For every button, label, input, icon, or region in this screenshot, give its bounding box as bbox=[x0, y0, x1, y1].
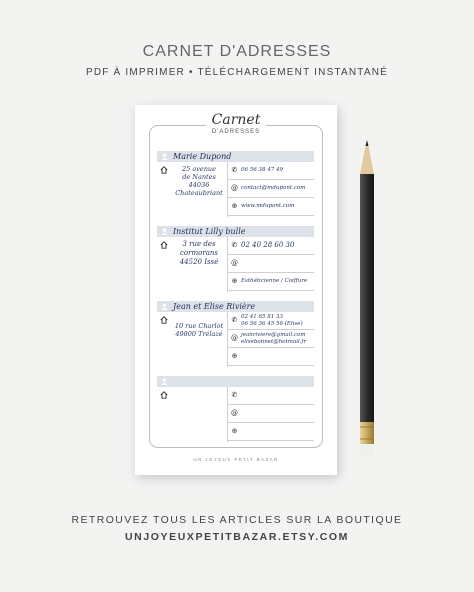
contact-address: 3 rue des cormorans 44520 Issé bbox=[179, 240, 219, 266]
card-body bbox=[157, 387, 314, 442]
sheet-title bbox=[135, 109, 337, 135]
web-row: ⊕ www.mdupont.com bbox=[227, 198, 314, 216]
contact-card bbox=[157, 226, 314, 292]
home-icon bbox=[160, 391, 168, 399]
at-icon: @ bbox=[231, 259, 238, 267]
contact-name: Marie Dupond bbox=[173, 152, 232, 161]
web-row bbox=[227, 348, 314, 366]
footer-line-1: RETROUVEZ TOUS LES ARTICLES SUR LA BOUTIQUE bbox=[71, 514, 403, 526]
contact-card-empty bbox=[157, 376, 314, 442]
phone-icon: ✆ bbox=[231, 166, 238, 174]
name-bar bbox=[157, 376, 314, 387]
home-icon bbox=[160, 316, 168, 324]
phone-row: ✆ 02 41 65 81 33 06 56 36 45 56 (Elise) bbox=[227, 312, 314, 330]
email-row: @ contact@mdupont.com bbox=[227, 180, 314, 198]
contact-card bbox=[157, 301, 314, 367]
phone-row bbox=[227, 387, 314, 405]
email-row bbox=[227, 405, 314, 423]
contact-card bbox=[157, 151, 314, 217]
contact-address: 10 rue Charlot 49800 Trélazé bbox=[174, 322, 224, 338]
person-icon bbox=[161, 228, 168, 235]
name-bar bbox=[157, 151, 314, 162]
email-row: @ jeanriviere@gmail.com elisebonnet@hotmail.fr bbox=[227, 330, 314, 348]
phone-icon: ✆ bbox=[231, 391, 238, 399]
plus-circle-icon: ⊕ bbox=[231, 202, 238, 210]
at-icon: @ bbox=[231, 409, 238, 417]
page-subtitle: PDF À IMPRIMER • TÉLÉCHARGEMENT INSTANTANÉ bbox=[85, 67, 389, 78]
sheet-footer: UN JOYEUX PETIT BAZAR bbox=[193, 457, 279, 462]
card-body bbox=[157, 237, 314, 292]
name-bar bbox=[157, 301, 314, 312]
at-icon: @ bbox=[231, 184, 238, 192]
pencil-icon bbox=[353, 140, 381, 460]
web-row bbox=[227, 423, 314, 441]
card-body bbox=[157, 312, 314, 367]
phone-row: ✆ 02 40 28 60 30 bbox=[227, 237, 314, 255]
contact-name: Jean et Elise Rivière bbox=[173, 302, 256, 311]
address-book-sheet bbox=[135, 105, 337, 475]
plus-circle-icon: ⊕ bbox=[231, 277, 238, 285]
shop-url[interactable]: UNJOYEUXPETITBAZAR.ETSY.COM bbox=[124, 531, 350, 543]
web-row: ⊕ Esthéticienne / Coiffure bbox=[227, 273, 314, 291]
person-icon bbox=[161, 153, 168, 160]
sheet-title-main: Carnet bbox=[206, 112, 267, 128]
plus-circle-icon: ⊕ bbox=[231, 427, 238, 435]
page-title: CARNET D'ADRESSES bbox=[142, 43, 332, 60]
name-bar bbox=[157, 226, 314, 237]
card-body bbox=[157, 162, 314, 217]
phone-icon: ✆ bbox=[231, 316, 238, 324]
home-icon bbox=[160, 241, 168, 249]
person-icon bbox=[161, 378, 168, 385]
phone-row: ✆ 06 56 38 47 49 bbox=[227, 162, 314, 180]
plus-circle-icon: ⊕ bbox=[231, 352, 238, 360]
home-icon bbox=[160, 166, 168, 174]
phone-icon: ✆ bbox=[231, 241, 238, 249]
at-icon: @ bbox=[231, 334, 238, 342]
sheet-title-sub: D'ADRESSES bbox=[211, 129, 261, 135]
contact-address: 25 avenue de Nantes 44036 Chateaubriant bbox=[175, 165, 223, 197]
person-icon bbox=[161, 303, 168, 310]
email-row bbox=[227, 255, 314, 273]
contact-name: Institut Lilly bulle bbox=[173, 227, 246, 236]
